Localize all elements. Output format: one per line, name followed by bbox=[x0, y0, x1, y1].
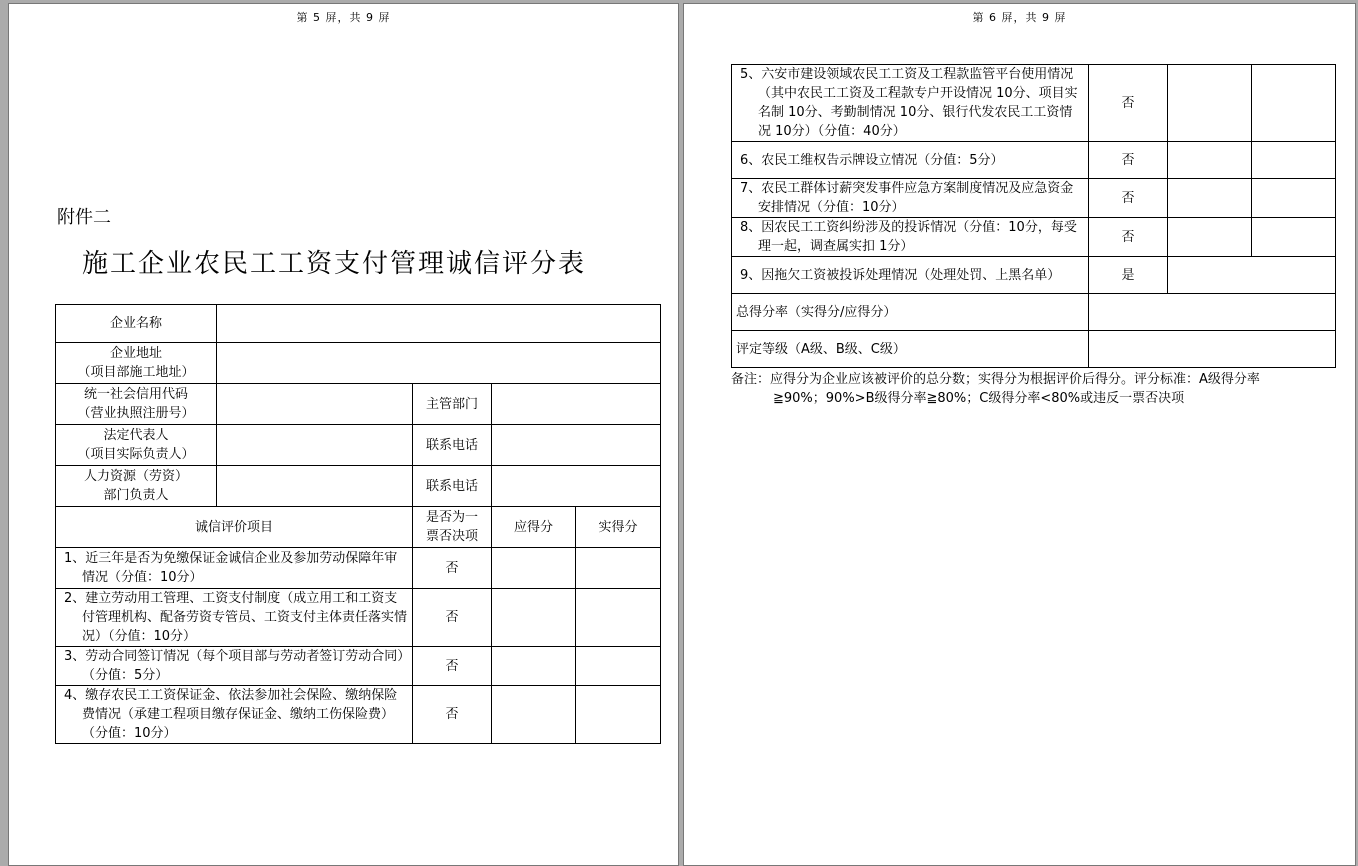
credit-code-label: 统一社会信用代码 （营业执照注册号） bbox=[56, 384, 217, 425]
veto-value: 否 bbox=[1089, 65, 1168, 142]
table-row bbox=[56, 589, 661, 647]
remark-note bbox=[731, 370, 1316, 408]
score-table-part1 bbox=[55, 304, 661, 744]
document-page-5 bbox=[8, 3, 679, 866]
actual-score-cell[interactable] bbox=[1252, 218, 1336, 257]
table-row bbox=[56, 548, 661, 589]
expected-score-cell[interactable] bbox=[492, 548, 576, 589]
table-row bbox=[732, 294, 1336, 331]
veto-value: 否 bbox=[413, 548, 492, 589]
criteria-item-9: 9、因拖欠工资被投诉处理情况（处理处罚、上黑名单） bbox=[732, 257, 1089, 294]
table-row bbox=[732, 218, 1336, 257]
table-row bbox=[732, 179, 1336, 218]
score-table-part2 bbox=[731, 64, 1336, 368]
veto-value: 否 bbox=[1089, 142, 1168, 179]
hr-value[interactable] bbox=[217, 466, 413, 507]
table-row bbox=[732, 65, 1336, 142]
table-row bbox=[56, 425, 661, 466]
actual-score-cell[interactable] bbox=[576, 647, 661, 686]
veto-value: 否 bbox=[413, 647, 492, 686]
hr-phone-value[interactable] bbox=[492, 466, 661, 507]
table-row bbox=[56, 647, 661, 686]
total-rate-value[interactable] bbox=[1089, 294, 1336, 331]
criteria-item-2: 2、建立劳动用工管理、工资支付制度（成立用工和工资支付管理机构、配备劳资专管员、工资支付主体责任落实情况）（分值：10分） bbox=[56, 589, 413, 647]
total-rate-label: 总得分率（实得分/应得分） bbox=[732, 294, 1089, 331]
phone-label: 联系电话 bbox=[413, 425, 492, 466]
criteria-item-1: 1、近三年是否为免缴保证金诚信企业及参加劳动保障年审情况（分值：10分） bbox=[56, 548, 413, 589]
veto-value: 否 bbox=[413, 686, 492, 744]
criteria-item-7: 7、农民工群体讨薪突发事件应急方案制度情况及应急资金安排情况（分值：10分） bbox=[732, 179, 1089, 218]
actual-score-cell[interactable] bbox=[1252, 65, 1336, 142]
criteria-item-5: 5、六安市建设领域农民工工资及工程款监管平台使用情况（其中农民工工资及工程款专户开设情况 10分、项目实名制 10分、考勤制情况 10分、银行代发农民工工资情况 10分）（分值：40分） bbox=[732, 65, 1089, 142]
company-name-label: 企业名称 bbox=[56, 305, 217, 343]
table-row bbox=[56, 343, 661, 384]
table-row bbox=[732, 331, 1336, 368]
table-row bbox=[56, 466, 661, 507]
expected-score-cell[interactable] bbox=[1168, 142, 1252, 179]
credit-code-value[interactable] bbox=[217, 384, 413, 425]
header-veto: 是否为一 票否决项 bbox=[413, 507, 492, 548]
header-expected-score: 应得分 bbox=[492, 507, 576, 548]
veto-value: 否 bbox=[413, 589, 492, 647]
actual-score-cell[interactable] bbox=[1252, 179, 1336, 218]
legal-rep-label: 法定代表人 （项目实际负责人） bbox=[56, 425, 217, 466]
criteria-item-8: 8、因农民工工资纠纷涉及的投诉情况（分值：10分，每受理一起，调查属实扣 1分） bbox=[732, 218, 1089, 257]
expected-score-cell[interactable] bbox=[492, 686, 576, 744]
table-row bbox=[732, 142, 1336, 179]
company-name-value[interactable] bbox=[217, 305, 661, 343]
header-actual-score: 实得分 bbox=[576, 507, 661, 548]
table-row bbox=[56, 384, 661, 425]
department-value[interactable] bbox=[492, 384, 661, 425]
document-page-6 bbox=[683, 3, 1356, 866]
criteria-item-4: 4、缴存农民工工资保证金、依法参加社会保险、缴纳保险费情况（承建工程项目缴存保证金、缴纳工伤保险费）（分值：10分） bbox=[56, 686, 413, 744]
score-cell[interactable] bbox=[1168, 257, 1336, 294]
table-header-row bbox=[56, 507, 661, 548]
document-title: 施工企业农民工工资支付管理诚信评分表 bbox=[82, 249, 587, 279]
actual-score-cell[interactable] bbox=[576, 686, 661, 744]
expected-score-cell[interactable] bbox=[492, 589, 576, 647]
veto-value: 否 bbox=[1089, 179, 1168, 218]
grade-label: 评定等级（A级、B级、C级） bbox=[732, 331, 1089, 368]
header-item: 诚信评价项目 bbox=[56, 507, 413, 548]
expected-score-cell[interactable] bbox=[1168, 179, 1252, 218]
screen-label: 第 5 屏，共 9 屏 bbox=[296, 11, 391, 24]
actual-score-cell[interactable] bbox=[576, 548, 661, 589]
table-row bbox=[56, 305, 661, 343]
phone-value[interactable] bbox=[492, 425, 661, 466]
remark-line-1: 备注：应得分为企业应该被评价的总分数；实得分为根据评价后得分。评分标准：A级得分率 bbox=[731, 372, 1260, 387]
veto-value: 是 bbox=[1089, 257, 1168, 294]
appendix-label: 附件二 bbox=[57, 207, 111, 228]
actual-score-cell[interactable] bbox=[576, 589, 661, 647]
screen-label: 第 6 屏，共 9 屏 bbox=[972, 11, 1067, 24]
table-row bbox=[732, 257, 1336, 294]
table-row bbox=[56, 686, 661, 744]
criteria-item-6: 6、农民工维权告示牌设立情况（分值：5分） bbox=[732, 142, 1089, 179]
expected-score-cell[interactable] bbox=[1168, 218, 1252, 257]
expected-score-cell[interactable] bbox=[492, 647, 576, 686]
legal-rep-value[interactable] bbox=[217, 425, 413, 466]
veto-value: 否 bbox=[1089, 218, 1168, 257]
actual-score-cell[interactable] bbox=[1252, 142, 1336, 179]
hr-label: 人力资源（劳资） 部门负责人 bbox=[56, 466, 217, 507]
grade-value[interactable] bbox=[1089, 331, 1336, 368]
company-address-value[interactable] bbox=[217, 343, 661, 384]
remark-line-2: ≧90%；90%>B级得分率≧80%；C级得分率<80%或违反一票否决项 bbox=[773, 391, 1185, 406]
expected-score-cell[interactable] bbox=[1168, 65, 1252, 142]
criteria-item-3: 3、劳动合同签订情况（每个项目部与劳动者签订劳动合同）（分值：5分） bbox=[56, 647, 413, 686]
department-label: 主管部门 bbox=[413, 384, 492, 425]
phone-label: 联系电话 bbox=[413, 466, 492, 507]
company-address-label: 企业地址 （项目部施工地址） bbox=[56, 343, 217, 384]
